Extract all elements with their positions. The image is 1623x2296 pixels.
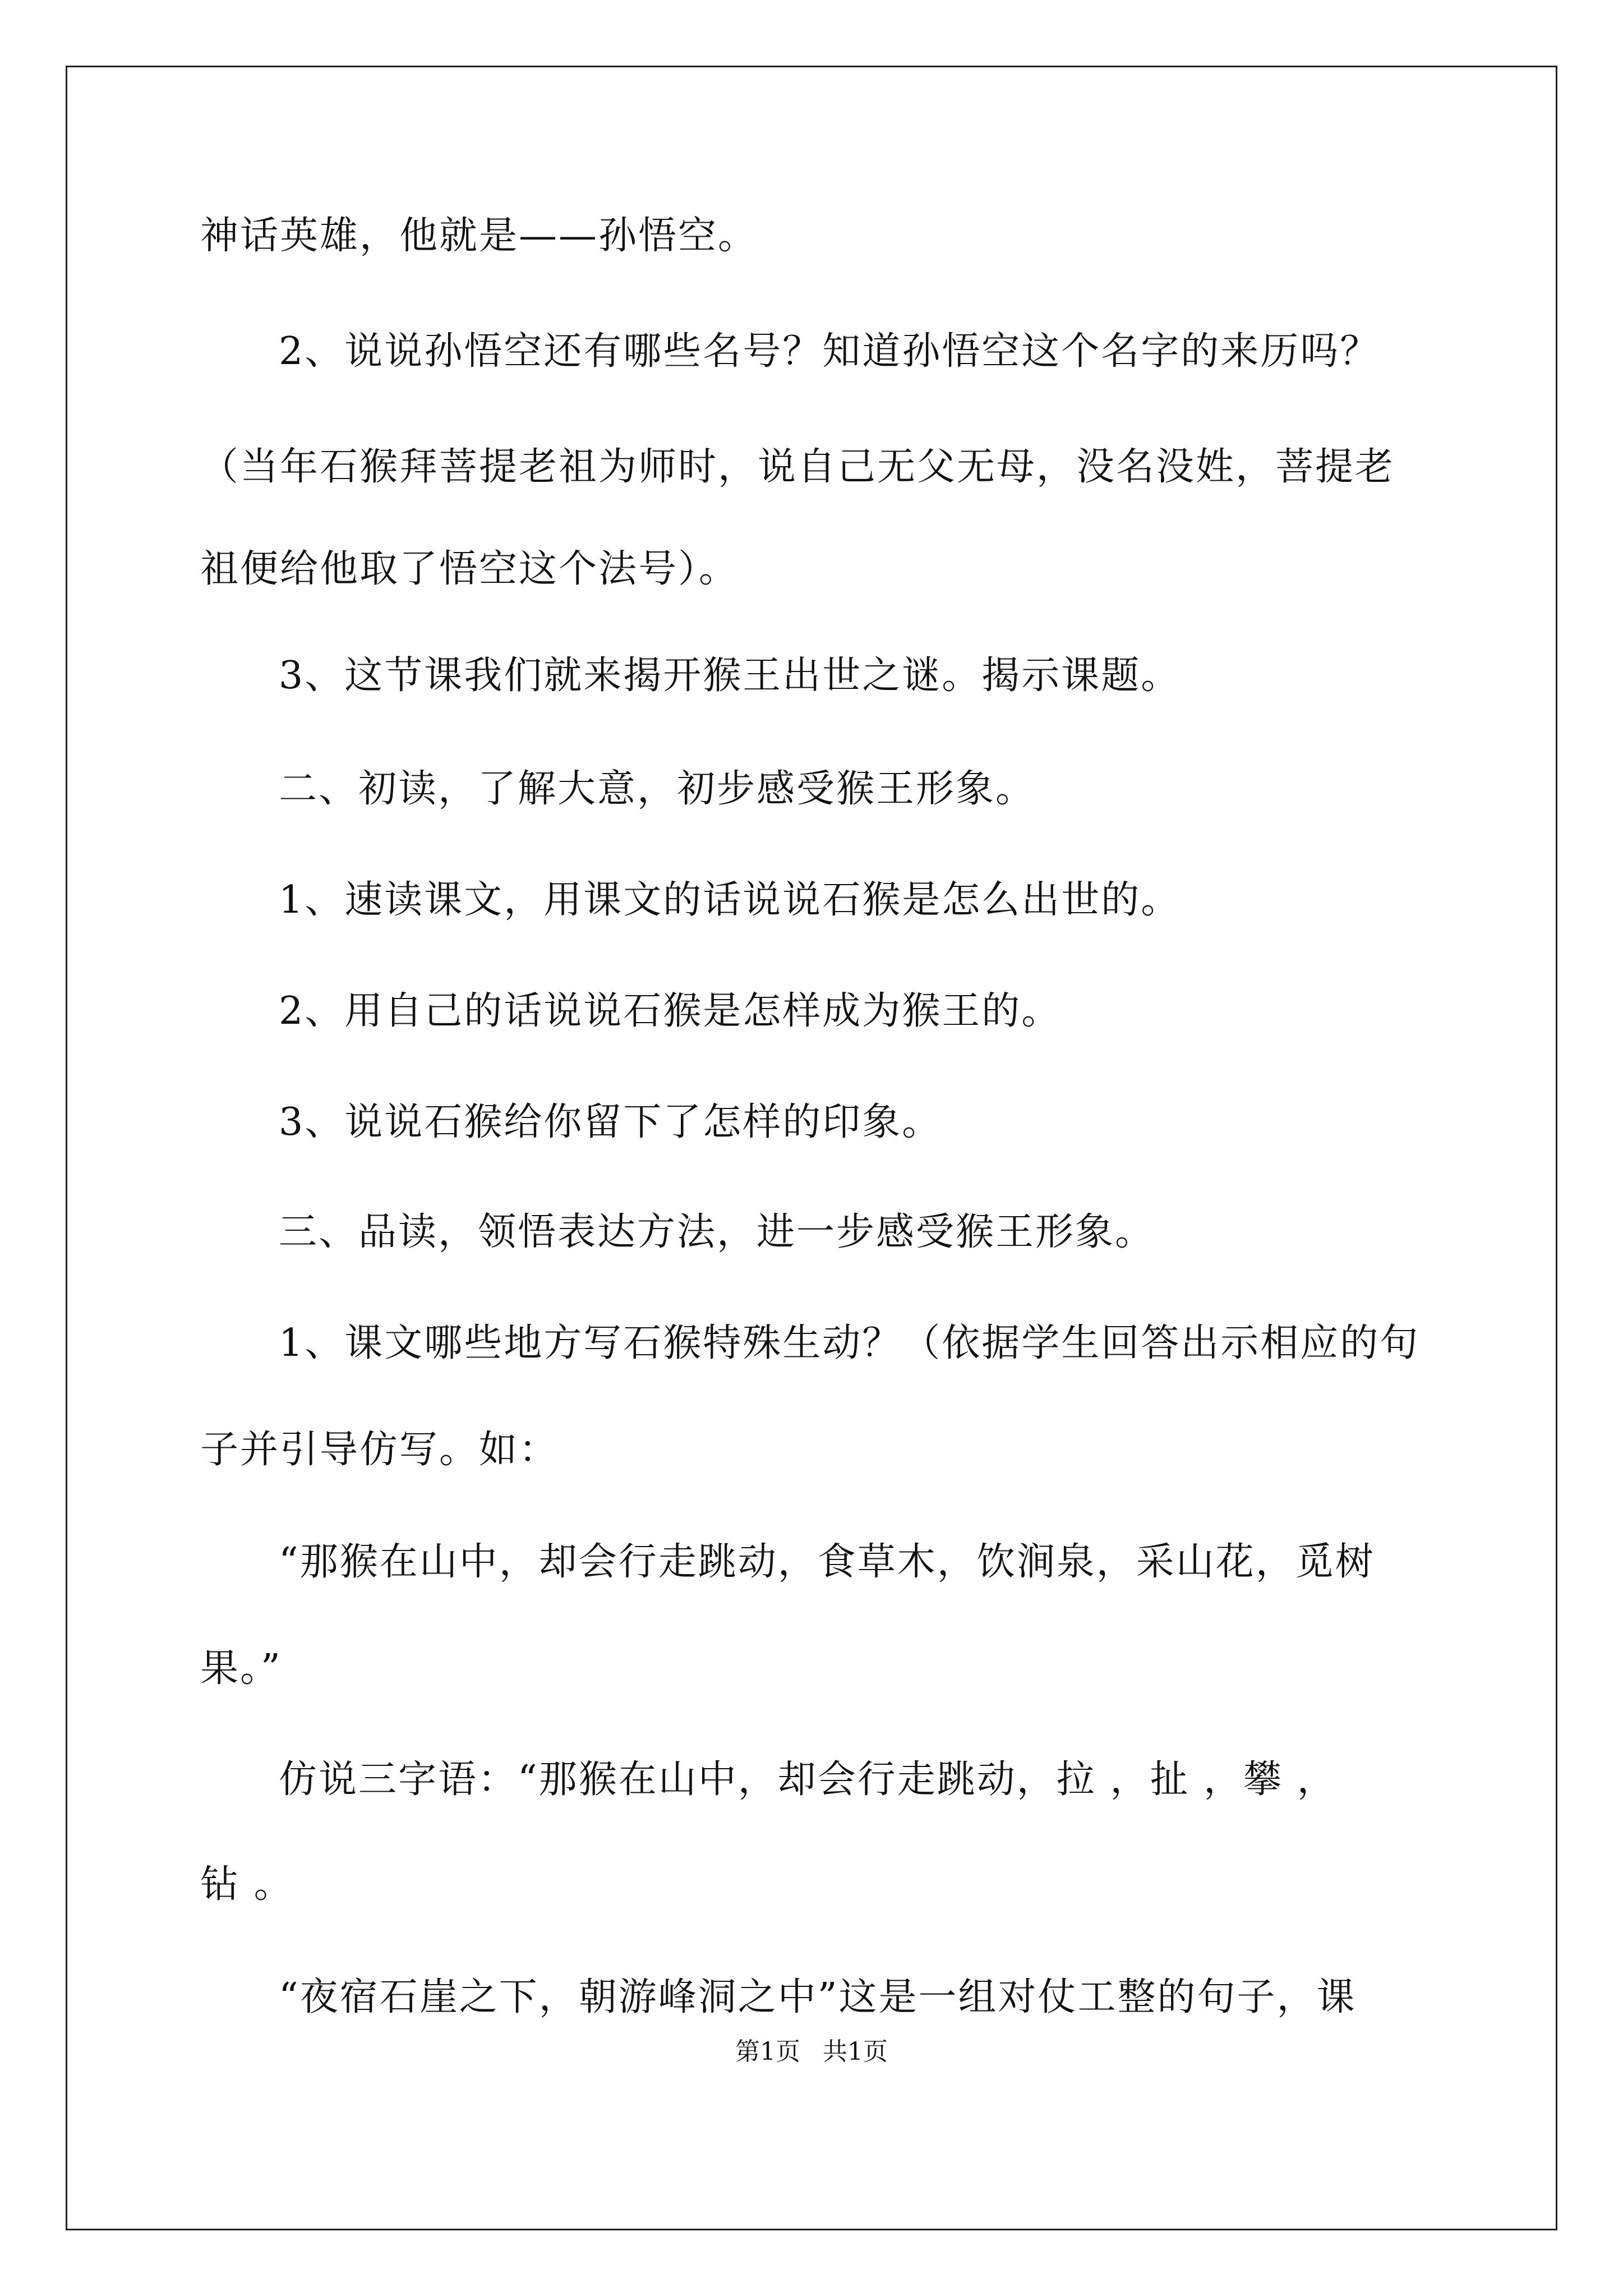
text-line: 钻 。 — [200, 1862, 294, 1907]
page-number-total: 共1页 — [823, 2037, 888, 2066]
text-line: 2、用自己的话说说石猴是怎样成为猴王的。 — [279, 989, 1062, 1033]
page-number-current: 第1页 — [735, 2037, 800, 2066]
text-line: “那猴在山中，却会行走跳动，食草木，饮涧泉，采山花，觅树 — [279, 1540, 1375, 1584]
text-line: 三、品读，领悟表达方法，进一步感受猴王形象。 — [279, 1210, 1155, 1254]
text-line: 1、课文哪些地方写石猴特殊生动？（依据学生回答出示相应的句 — [279, 1321, 1420, 1365]
text-line: 2、说说孙悟空还有哪些名号？知道孙悟空这个名字的来历吗？ — [279, 329, 1380, 374]
text-line: 果。” — [200, 1646, 282, 1691]
text-line: 1、速读课文，用课文的话说说石猴是怎么出世的。 — [279, 878, 1181, 922]
text-line: 子并引导仿写。如： — [200, 1428, 559, 1472]
text-line: （当年石猴拜菩提老祖为师时，说自己无父无母，没名没姓，菩提老 — [200, 445, 1395, 489]
text-line: 3、说说石猴给你留下了怎样的印象。 — [279, 1100, 942, 1144]
text-line: 3、这节课我们就来揭开猴王出世之谜。揭示课题。 — [279, 654, 1181, 698]
text-line: 祖便给他取了悟空这个法号）。 — [200, 547, 739, 591]
text-line: 二、初读，了解大意，初步感受猴王形象。 — [279, 767, 1036, 811]
page-footer — [0, 2035, 1623, 2069]
text-line: 仿说三字语：“那猴在山中，却会行走跳动，拉 ，扯 ，攀 ， — [279, 1757, 1337, 1802]
text-line: “夜宿石崖之下，朝游峰洞之中”这是一组对仗工整的句子，课 — [279, 1975, 1357, 2019]
text-line: 神话英雄，他就是——孙悟空。 — [200, 214, 758, 258]
